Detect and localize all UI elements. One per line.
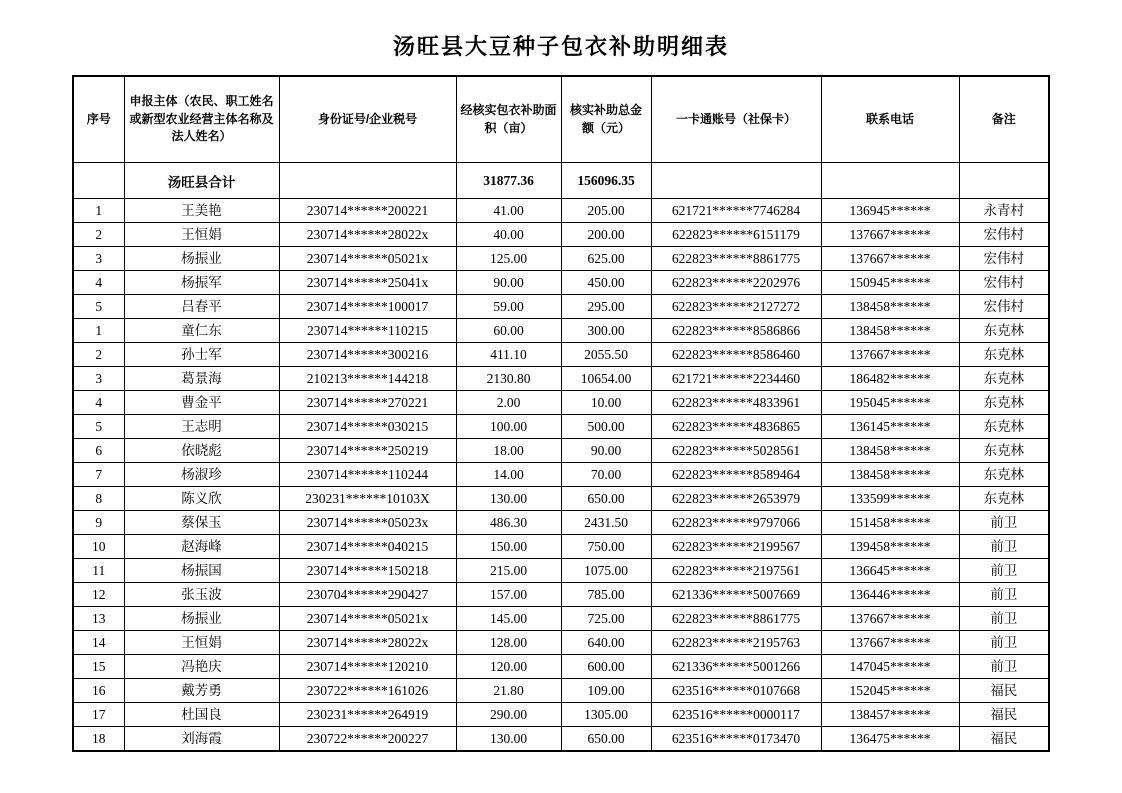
- table-row: [73, 199, 1049, 223]
- cell-applicant: 陈义欣: [124, 487, 279, 511]
- cell-remark: 前卫: [959, 631, 1049, 655]
- cell-phone: 147045******: [821, 655, 959, 679]
- cell-id_number: 230714******100017: [279, 295, 456, 319]
- table-row: [73, 655, 1049, 679]
- cell-remark: 宏伟村: [959, 295, 1049, 319]
- table-row: [73, 319, 1049, 343]
- cell-verified_amount: 650.00: [561, 727, 651, 752]
- cell-verified_amount: 295.00: [561, 295, 651, 319]
- cell-applicant: 葛景海: [124, 367, 279, 391]
- cell-applicant: 依晓彪: [124, 439, 279, 463]
- subsidy-table: [72, 75, 1050, 752]
- cell-phone: 137667******: [821, 631, 959, 655]
- cell-applicant: 杨振国: [124, 559, 279, 583]
- table-row: [73, 559, 1049, 583]
- table-row: [73, 679, 1049, 703]
- cell-applicant: 王美艳: [124, 199, 279, 223]
- cell-verified_amount: 70.00: [561, 463, 651, 487]
- column-header-index: 序号: [73, 76, 124, 163]
- cell-index: 10: [73, 535, 124, 559]
- column-header-id-number: 身份证号/企业税号: [279, 76, 456, 163]
- cell-card_account: 622823******8861775: [651, 247, 821, 271]
- cell-applicant: 童仁东: [124, 319, 279, 343]
- cell-verified_area: 90.00: [456, 271, 561, 295]
- cell-applicant: 张玉波: [124, 583, 279, 607]
- cell-applicant: 吕春平: [124, 295, 279, 319]
- cell-phone: 150945******: [821, 271, 959, 295]
- cell-index: 5: [73, 295, 124, 319]
- header-row: [73, 76, 1049, 163]
- cell-index: 5: [73, 415, 124, 439]
- cell-id_number: 210213******144218: [279, 367, 456, 391]
- cell-id_number: 230231******264919: [279, 703, 456, 727]
- cell-verified_amount: 10654.00: [561, 367, 651, 391]
- cell-verified_amount: 640.00: [561, 631, 651, 655]
- cell-card_account: 622823******9797066: [651, 511, 821, 535]
- cell-phone: 138457******: [821, 703, 959, 727]
- cell-phone: 151458******: [821, 511, 959, 535]
- cell-id_number: 230714******040215: [279, 535, 456, 559]
- cell-verified_area: 14.00: [456, 463, 561, 487]
- cell-card-account: [651, 163, 821, 199]
- cell-id_number: 230714******05021x: [279, 607, 456, 631]
- cell-applicant: 冯艳庆: [124, 655, 279, 679]
- column-header-remark: 备注: [959, 76, 1049, 163]
- cell-applicant: 孙士军: [124, 343, 279, 367]
- cell-phone: 139458******: [821, 535, 959, 559]
- cell-phone: 133599******: [821, 487, 959, 511]
- cell-card_account: 622823******5028561: [651, 439, 821, 463]
- cell-index: 15: [73, 655, 124, 679]
- cell-applicant: 戴芳勇: [124, 679, 279, 703]
- cell-remark: [959, 163, 1049, 199]
- cell-phone: 138458******: [821, 295, 959, 319]
- column-header-applicant: 申报主体（农民、职工姓名或新型农业经营主体名称及法人姓名）: [124, 76, 279, 163]
- cell-verified_area: 411.10: [456, 343, 561, 367]
- cell-index: 11: [73, 559, 124, 583]
- table-row: [73, 223, 1049, 247]
- cell-verified_amount: 1075.00: [561, 559, 651, 583]
- table-row: [73, 295, 1049, 319]
- cell-id_number: 230714******200221: [279, 199, 456, 223]
- cell-card_account: 622823******2202976: [651, 271, 821, 295]
- cell-card_account: 621721******2234460: [651, 367, 821, 391]
- cell-index: 12: [73, 583, 124, 607]
- cell-verified_amount: 625.00: [561, 247, 651, 271]
- cell-id_number: 230714******05021x: [279, 247, 456, 271]
- cell-verified_amount: 2431.50: [561, 511, 651, 535]
- cell-verified_amount: 109.00: [561, 679, 651, 703]
- cell-id_number: 230714******300216: [279, 343, 456, 367]
- table-row: [73, 487, 1049, 511]
- cell-applicant: 汤旺县合计: [124, 163, 279, 199]
- cell-card_account: 622823******4833961: [651, 391, 821, 415]
- cell-index: 3: [73, 247, 124, 271]
- table-row: [73, 343, 1049, 367]
- cell-id-number: [279, 163, 456, 199]
- cell-verified_area: 2130.80: [456, 367, 561, 391]
- cell-verified-area: 31877.36: [456, 163, 561, 199]
- cell-index: 3: [73, 367, 124, 391]
- cell-applicant: 刘海霞: [124, 727, 279, 752]
- cell-id_number: 230714******250219: [279, 439, 456, 463]
- cell-index: [73, 163, 124, 199]
- cell-card_account: 622823******4836865: [651, 415, 821, 439]
- cell-index: 16: [73, 679, 124, 703]
- page-title: 汤旺县大豆种子包衣补助明细表: [392, 34, 729, 59]
- cell-card_account: 622823******2197561: [651, 559, 821, 583]
- cell-applicant: 蔡保玉: [124, 511, 279, 535]
- cell-verified_amount: 205.00: [561, 199, 651, 223]
- cell-verified_area: 59.00: [456, 295, 561, 319]
- cell-card_account: 622823******2127272: [651, 295, 821, 319]
- cell-id_number: 230714******120210: [279, 655, 456, 679]
- cell-id_number: 230714******05023x: [279, 511, 456, 535]
- cell-phone: 137667******: [821, 607, 959, 631]
- cell-remark: 前卫: [959, 511, 1049, 535]
- cell-index: 4: [73, 271, 124, 295]
- table-row: [73, 415, 1049, 439]
- column-header-verified-area: 经核实包衣补助面积（亩）: [456, 76, 561, 163]
- cell-verified-amount: 156096.35: [561, 163, 651, 199]
- cell-applicant: 杨振军: [124, 271, 279, 295]
- cell-id_number: 230714******28022x: [279, 223, 456, 247]
- cell-card_account: 622823******2195763: [651, 631, 821, 655]
- table-row: [73, 727, 1049, 752]
- cell-phone: 186482******: [821, 367, 959, 391]
- cell-verified_amount: 10.00: [561, 391, 651, 415]
- column-header-card-account: 一卡通账号（社保卡）: [651, 76, 821, 163]
- cell-remark: 宏伟村: [959, 271, 1049, 295]
- cell-index: 17: [73, 703, 124, 727]
- cell-id_number: 230704******290427: [279, 583, 456, 607]
- cell-id_number: 230231******10103X: [279, 487, 456, 511]
- cell-applicant: 王志明: [124, 415, 279, 439]
- cell-phone: 136475******: [821, 727, 959, 752]
- cell-index: 8: [73, 487, 124, 511]
- cell-applicant: 杨淑珍: [124, 463, 279, 487]
- cell-remark: 福民: [959, 703, 1049, 727]
- cell-verified_area: 145.00: [456, 607, 561, 631]
- cell-remark: 东克林: [959, 487, 1049, 511]
- table-row: [73, 607, 1049, 631]
- cell-id_number: 230714******28022x: [279, 631, 456, 655]
- cell-index: 2: [73, 223, 124, 247]
- table-row: [73, 463, 1049, 487]
- summary-row: [73, 163, 1049, 199]
- cell-phone: 136645******: [821, 559, 959, 583]
- cell-verified_area: 215.00: [456, 559, 561, 583]
- table-row: [73, 271, 1049, 295]
- cell-id_number: 230714******270221: [279, 391, 456, 415]
- cell-verified_area: 18.00: [456, 439, 561, 463]
- cell-remark: 东克林: [959, 319, 1049, 343]
- cell-verified_area: 486.30: [456, 511, 561, 535]
- cell-card_account: 621336******5001266: [651, 655, 821, 679]
- cell-remark: 前卫: [959, 583, 1049, 607]
- cell-verified_amount: 600.00: [561, 655, 651, 679]
- cell-phone: 152045******: [821, 679, 959, 703]
- cell-verified_amount: 785.00: [561, 583, 651, 607]
- cell-remark: 永青村: [959, 199, 1049, 223]
- cell-verified_area: 2.00: [456, 391, 561, 415]
- cell-remark: 东克林: [959, 391, 1049, 415]
- cell-index: 14: [73, 631, 124, 655]
- table-summary: [73, 163, 1049, 199]
- cell-id_number: 230714******110244: [279, 463, 456, 487]
- cell-remark: 前卫: [959, 559, 1049, 583]
- cell-remark: 宏伟村: [959, 223, 1049, 247]
- cell-card_account: 622823******8586866: [651, 319, 821, 343]
- cell-card_account: 622823******8586460: [651, 343, 821, 367]
- cell-card_account: 623516******0107668: [651, 679, 821, 703]
- cell-card_account: 621721******7746284: [651, 199, 821, 223]
- cell-verified_area: 100.00: [456, 415, 561, 439]
- cell-card_account: 622823******6151179: [651, 223, 821, 247]
- table-row: [73, 439, 1049, 463]
- cell-card_account: 623516******0000117: [651, 703, 821, 727]
- cell-verified_area: 40.00: [456, 223, 561, 247]
- cell-index: 9: [73, 511, 124, 535]
- cell-verified_amount: 1305.00: [561, 703, 651, 727]
- table-row: [73, 391, 1049, 415]
- cell-remark: 前卫: [959, 655, 1049, 679]
- cell-verified_area: 157.00: [456, 583, 561, 607]
- cell-verified_area: 130.00: [456, 727, 561, 752]
- cell-phone: [821, 163, 959, 199]
- table-row: [73, 703, 1049, 727]
- cell-card_account: 622823******8589464: [651, 463, 821, 487]
- cell-index: 18: [73, 727, 124, 752]
- cell-verified_area: 21.80: [456, 679, 561, 703]
- cell-verified_amount: 750.00: [561, 535, 651, 559]
- cell-phone: 137667******: [821, 247, 959, 271]
- table-row: [73, 583, 1049, 607]
- cell-verified_amount: 2055.50: [561, 343, 651, 367]
- cell-applicant: 曹金平: [124, 391, 279, 415]
- table-header: [73, 76, 1049, 163]
- cell-id_number: 230714******110215: [279, 319, 456, 343]
- table-row: [73, 511, 1049, 535]
- cell-id_number: 230714******030215: [279, 415, 456, 439]
- table-body: [73, 199, 1049, 752]
- cell-phone: 137667******: [821, 223, 959, 247]
- cell-verified_area: 290.00: [456, 703, 561, 727]
- cell-phone: 195045******: [821, 391, 959, 415]
- column-header-verified-amount: 核实补助总金额（元）: [561, 76, 651, 163]
- cell-verified_amount: 450.00: [561, 271, 651, 295]
- cell-verified_amount: 300.00: [561, 319, 651, 343]
- cell-verified_amount: 500.00: [561, 415, 651, 439]
- table-row: [73, 631, 1049, 655]
- cell-applicant: 杨振业: [124, 607, 279, 631]
- cell-verified_area: 60.00: [456, 319, 561, 343]
- cell-remark: 东克林: [959, 415, 1049, 439]
- cell-remark: 东克林: [959, 343, 1049, 367]
- cell-applicant: 杨振业: [124, 247, 279, 271]
- cell-card_account: 622823******8861775: [651, 607, 821, 631]
- cell-applicant: 王恒娟: [124, 631, 279, 655]
- cell-verified_area: 120.00: [456, 655, 561, 679]
- cell-id_number: 230714******150218: [279, 559, 456, 583]
- cell-index: 2: [73, 343, 124, 367]
- cell-index: 1: [73, 319, 124, 343]
- cell-verified_area: 128.00: [456, 631, 561, 655]
- table-row: [73, 247, 1049, 271]
- cell-remark: 前卫: [959, 535, 1049, 559]
- cell-remark: 东克林: [959, 367, 1049, 391]
- table-row: [73, 535, 1049, 559]
- cell-verified_area: 41.00: [456, 199, 561, 223]
- cell-remark: 福民: [959, 727, 1049, 752]
- cell-phone: 138458******: [821, 439, 959, 463]
- cell-verified_area: 125.00: [456, 247, 561, 271]
- cell-applicant: 赵海峰: [124, 535, 279, 559]
- cell-id_number: 230722******161026: [279, 679, 456, 703]
- cell-verified_area: 130.00: [456, 487, 561, 511]
- cell-index: 6: [73, 439, 124, 463]
- cell-index: 4: [73, 391, 124, 415]
- cell-remark: 福民: [959, 679, 1049, 703]
- cell-verified_area: 150.00: [456, 535, 561, 559]
- cell-id_number: 230714******25041x: [279, 271, 456, 295]
- cell-verified_amount: 725.00: [561, 607, 651, 631]
- cell-id_number: 230722******200227: [279, 727, 456, 752]
- column-header-phone: 联系电话: [821, 76, 959, 163]
- cell-phone: 138458******: [821, 319, 959, 343]
- cell-verified_amount: 90.00: [561, 439, 651, 463]
- cell-phone: 136945******: [821, 199, 959, 223]
- cell-verified_amount: 200.00: [561, 223, 651, 247]
- table-row: [73, 367, 1049, 391]
- cell-verified_amount: 650.00: [561, 487, 651, 511]
- cell-applicant: 杜国良: [124, 703, 279, 727]
- cell-remark: 宏伟村: [959, 247, 1049, 271]
- cell-index: 7: [73, 463, 124, 487]
- cell-index: 13: [73, 607, 124, 631]
- cell-remark: 东克林: [959, 463, 1049, 487]
- cell-phone: 137667******: [821, 343, 959, 367]
- cell-card_account: 622823******2199567: [651, 535, 821, 559]
- cell-applicant: 王恒娟: [124, 223, 279, 247]
- cell-remark: 东克林: [959, 439, 1049, 463]
- cell-remark: 前卫: [959, 607, 1049, 631]
- cell-phone: 138458******: [821, 463, 959, 487]
- cell-card_account: 623516******0173470: [651, 727, 821, 752]
- cell-phone: 136446******: [821, 583, 959, 607]
- cell-card_account: 621336******5007669: [651, 583, 821, 607]
- cell-index: 1: [73, 199, 124, 223]
- cell-card_account: 622823******2653979: [651, 487, 821, 511]
- cell-phone: 136145******: [821, 415, 959, 439]
